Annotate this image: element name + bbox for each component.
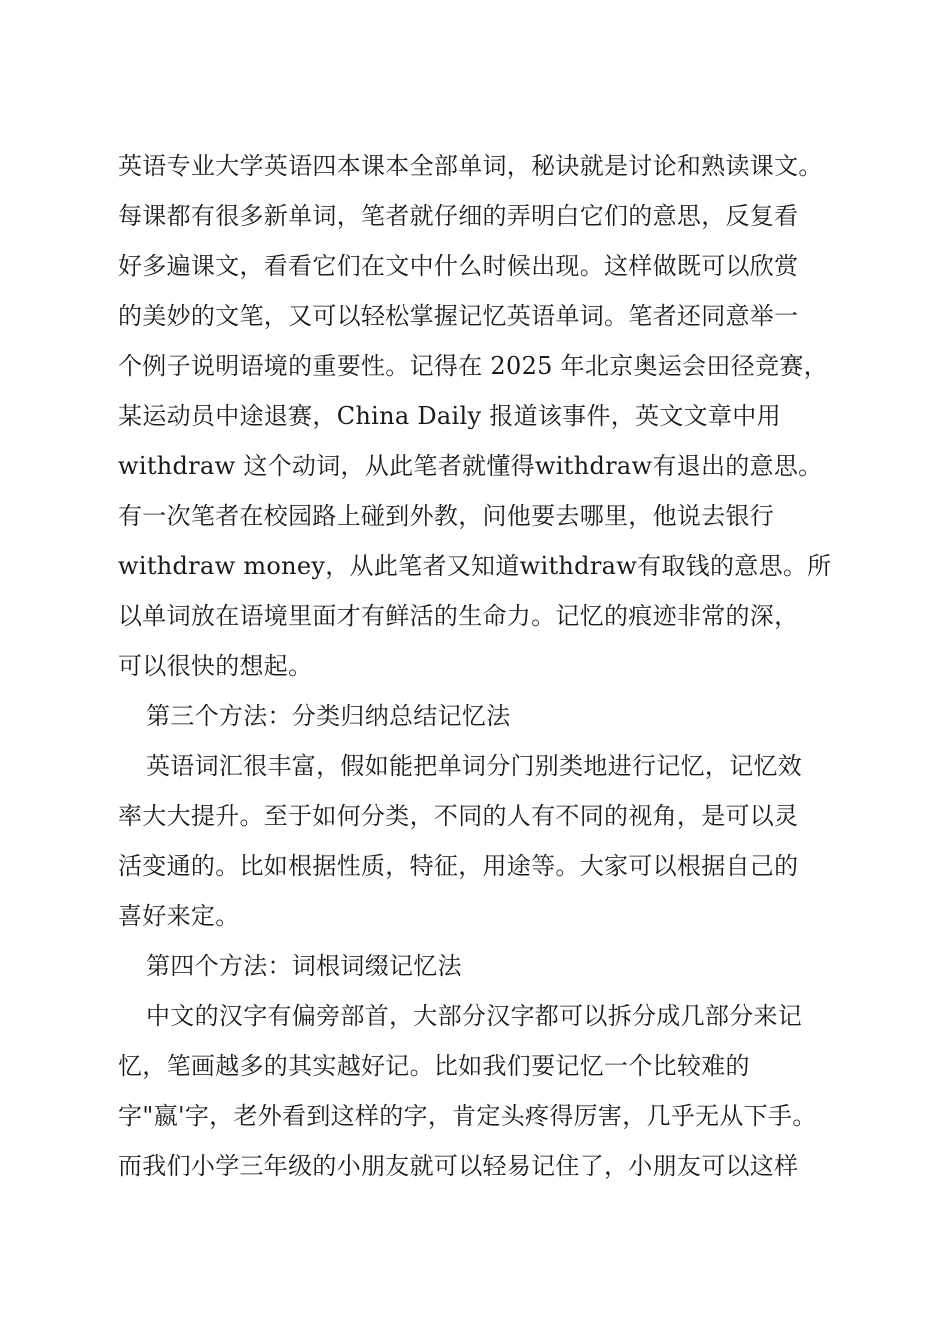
paragraph-line: 每课都有很多新单词，笔者就仔细的弄明白它们的意思，反复看 — [118, 202, 799, 230]
paragraph-line: 好多遍课文，看看它们在文中什么时候出现。这样做既可以欣赏 — [118, 252, 799, 280]
document-body — [118, 141, 858, 1191]
paragraph-line: 率大大提升。至于如何分类，不同的人有不同的视角，是可以灵 — [118, 802, 799, 830]
paragraph-line: 字"嬴'字，老外看到这样的字，肯定头疼得厉害，几乎无从下手。 — [118, 1102, 817, 1130]
paragraph-line: 英语专业大学英语四本课本全部单词，秘诀就是讨论和熟读课文。 — [118, 152, 823, 180]
paragraph-line: 中文的汉字有偏旁部首，大部分汉字都可以拆分成几部分来记 — [146, 1002, 803, 1030]
paragraph-line: 个例子说明语境的重要性。记得在 2025 年北京奥运会田径竞赛， — [118, 352, 828, 380]
section-heading: 第三个方法：分类归纳总结记忆法 — [146, 702, 511, 730]
paragraph-line: 忆，笔画越多的其实越好记。比如我们要记忆一个比较难的 — [118, 1052, 750, 1080]
paragraph-line: 喜好来定。 — [118, 902, 240, 930]
paragraph-line: 的美妙的文笔，又可以轻松掌握记忆英语单词。笔者还同意举一 — [118, 302, 799, 330]
paragraph-line: 英语词汇很丰富，假如能把单词分门别类地进行记忆，记忆效 — [146, 752, 803, 780]
paragraph-line: withdraw money，从此笔者又知道withdraw有取钱的意思。所 — [118, 552, 832, 580]
paragraph-line: 有一次笔者在校园路上碰到外教，问他要去哪里，他说去银行 — [118, 502, 775, 530]
paragraph-line: withdraw 这个动词，从此笔者就懂得withdraw有退出的意思。 — [118, 452, 823, 480]
paragraph-line: 以单词放在语境里面才有鲜活的生命力。记忆的痕迹非常的深， — [118, 602, 799, 630]
section-heading: 第四个方法：词根词缀记忆法 — [146, 952, 462, 980]
paragraph-line: 可以很快的想起。 — [118, 652, 313, 680]
paragraph-line: 而我们小学三年级的小朋友就可以轻易记住了，小朋友可以这样 — [118, 1152, 799, 1180]
paragraph-line: 活变通的。比如根据性质，特征，用途等。大家可以根据自己的 — [118, 852, 799, 880]
paragraph-line: 某运动员中途退赛，China Daily 报道该事件，英文文章中用 — [118, 402, 781, 430]
